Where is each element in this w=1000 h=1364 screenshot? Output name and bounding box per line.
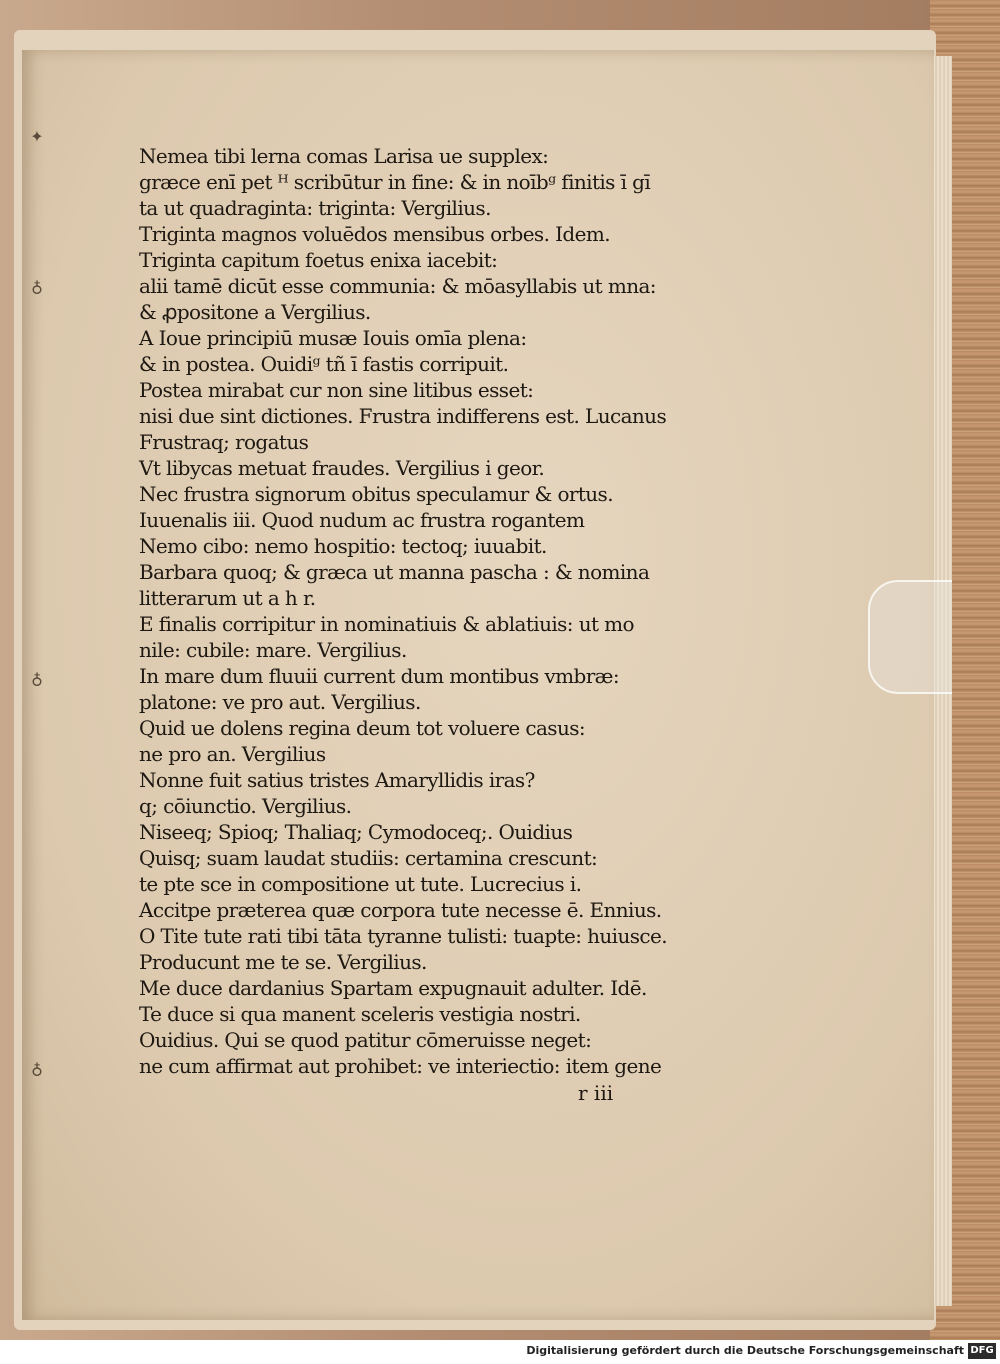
gutter-mark-icon: ✦ (30, 127, 44, 146)
text-line: Vt libycas metuat fraudes. Vergilius i geor. (139, 456, 545, 480)
text-line: q; cōiunctio. Vergilius. (139, 794, 352, 818)
text-line: litterarum ut a h r. (139, 586, 316, 610)
text-line: In mare dum fluuii current dum montibus vmbræ: (139, 664, 620, 688)
text-line: & in postea. Ouidiᵍ tñ ī fastis corripuit. (139, 352, 509, 376)
text-line: Postea mirabat cur non sine litibus esset: (139, 378, 534, 402)
text-line: Producunt me te se. Vergilius. (139, 950, 427, 974)
gutter-mark-icon: ♁ (31, 669, 43, 688)
footer-bar (0, 1340, 1000, 1364)
dfg-logo-icon: DFG (968, 1343, 996, 1359)
text-line: nile: cubile: mare. Vergilius. (139, 638, 407, 662)
text-line: Quisq; suam laudat studiis: certamina crescunt: (139, 846, 598, 870)
text-line: O Tite tute rati tibi tāta tyranne tulisti: tuapte: huiusce. (139, 924, 668, 948)
text-line: E finalis corripitur in nominatiuis & ablatiuis: ut mo (139, 612, 634, 636)
text-line: Nonne fuit satius tristes Amaryllidis iras? (139, 768, 535, 792)
gutter-mark-icon: ♁ (31, 277, 43, 296)
text-line: Quid ue dolens regina deum tot voluere casus: (139, 716, 586, 740)
text-line: Accitpe præterea quæ corpora tute necesse ē. Ennius. (139, 898, 662, 922)
funding-credit: Digitalisierung gefördert durch die Deutsche Forschungsgemeinschaft (526, 1344, 964, 1357)
text-block (139, 143, 719, 1103)
signature-mark: r iii (578, 1081, 614, 1105)
text-line: Nec frustra signorum obitus speculamur & ortus. (139, 482, 613, 506)
text-line: ne cum affirmat aut prohibet: ve interiectio: item gene (139, 1054, 662, 1078)
text-line: Nemo cibo: nemo hospitio: tectoq; iuuabit. (139, 534, 547, 558)
text-line: Te duce si qua manent sceleris vestigia nostri. (139, 1002, 581, 1026)
text-line: alii tamē dicūt esse communia: & mōasyllabis ut mna: (139, 274, 656, 298)
text-line: Nemea tibi lerna comas Larisa ue supplex: (139, 144, 549, 168)
text-line: Ouidius. Qui se quod patitur cōmeruisse neget: (139, 1028, 592, 1052)
text-line: Triginta magnos voluēdos mensibus orbes. Idem. (139, 222, 610, 246)
text-line: Triginta capitum foetus enixa iacebit: (139, 248, 498, 272)
text-line: te pte sce in compositione ut tute. Lucrecius i. (139, 872, 582, 896)
text-line: platone: ve pro aut. Vergilius. (139, 690, 421, 714)
gutter-mark-icon: ♁ (31, 1059, 43, 1078)
text-line: A Ioue principiū musæ Iouis omīa plena: (139, 326, 527, 350)
text-line: Me duce dardanius Spartam expugnauit adulter. Idē. (139, 976, 647, 1000)
page-clip (868, 580, 952, 694)
text-line: Iuuenalis iii. Quod nudum ac frustra rogantem (139, 508, 585, 532)
text-line: græce enī pet ᴴ scribūtur in fine: & in noībᵍ finitis ī gī (139, 170, 651, 194)
text-line: Frustraq; rogatus (139, 430, 309, 454)
text-line: ta ut quadraginta: triginta: Vergilius. (139, 196, 491, 220)
text-line: Barbara quoq; & græca ut manna pascha : & nomina (139, 560, 650, 584)
text-line: Niseeq; Spioq; Thaliaq; Cymodoceq;. Ouidius (139, 820, 573, 844)
text-line: ne pro an. Vergilius (139, 742, 326, 766)
text-line: nisi due sint dictiones. Frustra indifferens est. Lucanus (139, 404, 667, 428)
text-line: & ꝓpositone a Vergilius. (139, 300, 371, 324)
